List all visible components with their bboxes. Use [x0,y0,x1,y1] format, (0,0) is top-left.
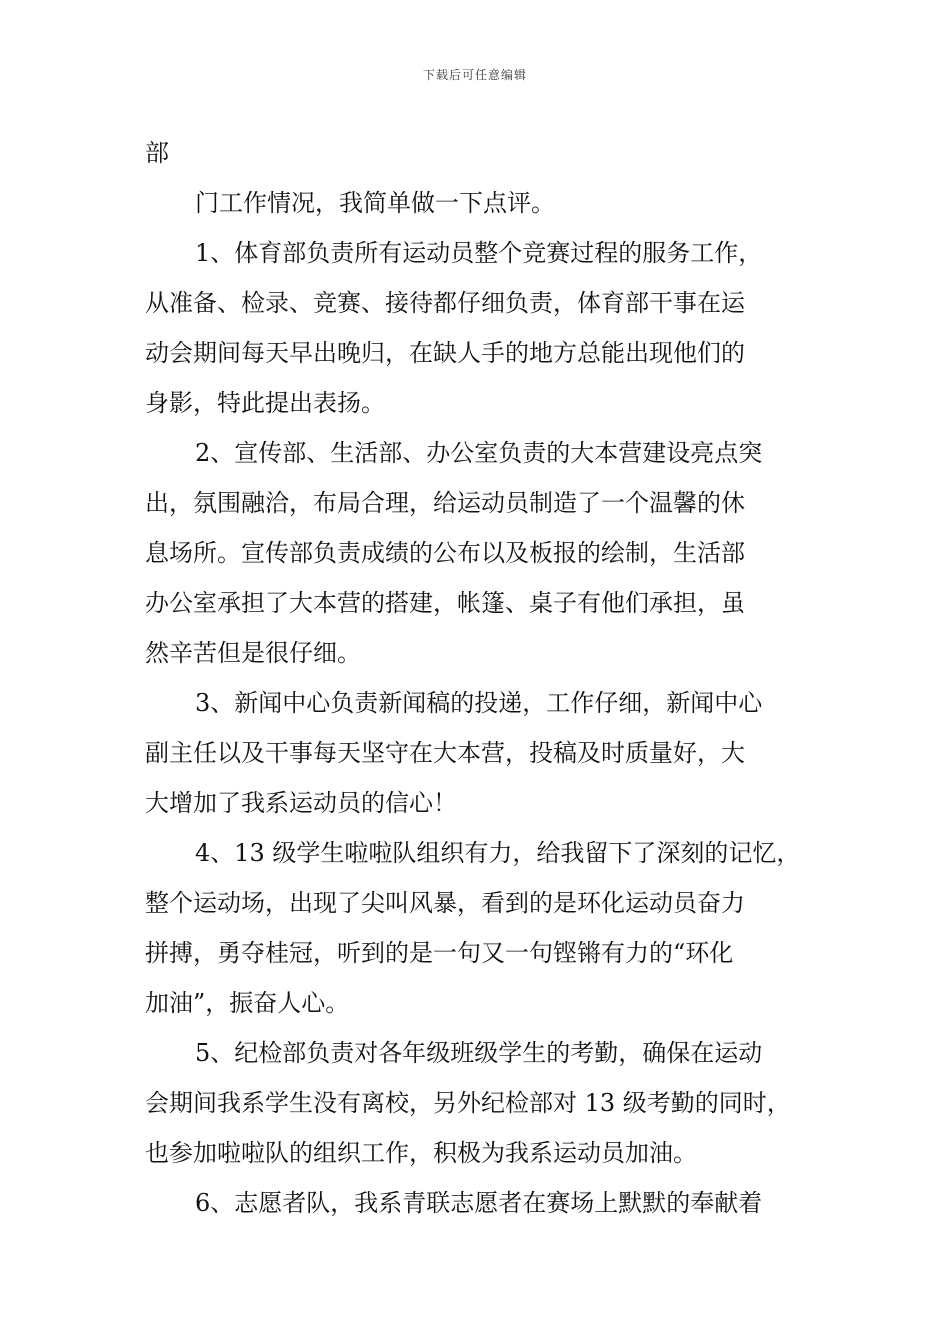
text-line: 5、纪检部负责对各年级班级学生的考勤，确保在运动 [195,1039,763,1067]
text-line: 6、志愿者队，我系青联志愿者在赛场上默默的奉献着 [195,1189,763,1217]
text-line: 然辛苦但是很仔细。 [145,639,361,667]
text-line: 出，氛围融洽，布局合理，给运动员制造了一个温馨的休 [145,489,745,517]
text-line: 身影，特此提出表扬。 [145,389,385,417]
body-text [145,128,810,1228]
text-line: 4、13 级学生啦啦队组织有力，给我留下了深刻的记忆， [195,839,801,867]
text-line: 大增加了我系运动员的信心！ [145,789,457,817]
text-line: 息场所。宣传部负责成绩的公布以及板报的绘制，生活部 [145,539,745,567]
text-line: 拼搏，勇夺桂冠，听到的是一句又一句铿锵有力的“环化 [145,939,734,967]
text-line: 3、新闻中心负责新闻稿的投递，工作仔细，新闻中心 [195,689,763,717]
text-line: 部 [145,139,169,167]
text-line: 从准备、检录、竞赛、接待都仔细负责，体育部干事在运 [145,289,745,317]
text-line: 副主任以及干事每天坚守在大本营，投稿及时质量好，大 [145,739,745,767]
text-line: 门工作情况，我简单做一下点评。 [195,189,555,217]
text-line: 2、宣传部、生活部、办公室负责的大本营建设亮点突 [195,439,763,467]
text-line: 也参加啦啦队的组织工作，积极为我系运动员加油。 [145,1139,697,1167]
text-line: 整个运动场，出现了尖叫风暴，看到的是环化运动员奋力 [145,889,745,917]
header-note: 下载后可任意编辑 [422,68,527,82]
text-line: 动会期间每天早出晚归，在缺人手的地方总能出现他们的 [145,339,745,367]
text-line: 办公室承担了大本营的搭建，帐篷、桌子有他们承担，虽 [145,589,745,617]
text-line: 加油”，振奋人心。 [145,989,350,1017]
text-line: 会期间我系学生没有离校，另外纪检部对 13 级考勤的同时， [145,1089,791,1117]
text-line: 1、体育部负责所有运动员整个竞赛过程的服务工作， [195,239,763,267]
